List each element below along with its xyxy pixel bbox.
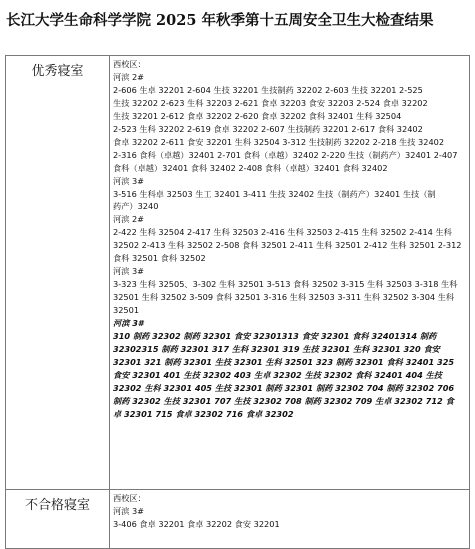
- dorm-list-line: 32302315 制药 32301 317 生科 32301 319 生技 32301 生科 32301 320 食安: [113, 343, 440, 354]
- dorm-list-line: 药产）3240: [113, 201, 159, 212]
- dorm-list-line: 西校区：: [113, 493, 146, 503]
- dorm-list-line: 32302 生科 32301 405 生技 32301 制药 32301 制药 32302 704 制药 32302 706: [113, 382, 455, 393]
- dorm-list-line: 3-406 食卓 32201 食卓 32202 食安 32201: [113, 518, 280, 529]
- dorm-list-line: 32501: [113, 305, 140, 316]
- excellent-dorms-label: 优秀寝室: [6, 56, 110, 490]
- dorm-list-line: 河滨 3#: [113, 505, 145, 516]
- excellent-dorms-list: [110, 56, 470, 490]
- dorm-list-line: 2-523 生科 32202 2-619 食卓 32202 2-607 生技制药 32201 2-617 食科 32402: [113, 123, 423, 134]
- excellent-dorms-row: [6, 56, 470, 490]
- inspection-results-table: [5, 55, 470, 549]
- dorm-list-line: 2-422 生科 32504 2-417 生科 32503 2-416 生科 32503 2-415 生科 32502 2-414 生科: [113, 227, 452, 238]
- dorm-list-line: 食安 32301 401 生技 32302 403 生卓 32302 生技 32302 食科 32401 404 生技: [113, 369, 442, 380]
- dorm-list-line: 3-323 生科 32505、3-302 生科 32501 3-513 食科 32502 3-315 生科 32503 3-318 生科: [113, 279, 458, 290]
- dorm-list-line: 32502 2-413 生科 32502 2-508 食科 32501 2-411 生科 32501 2-412 生科 32501 2-312: [113, 240, 462, 251]
- dorm-list-line: 卓 32301 715 食卓 32302 716 食卓 32302: [113, 408, 294, 419]
- dorm-list-line: 河滨 3#: [113, 318, 144, 329]
- dorm-list-line: 310 制药 32302 制药 32301 食安 32301313 食安 32301 食科 32401314 制药: [113, 331, 437, 342]
- dorm-list-line: 生技 32201 2-612 食卓 32202 2-620 食卓 32202 食科 32401 生科 32504: [113, 110, 402, 121]
- dorm-list-line: 2-606 生卓 32201 2-604 生技 32201 生技制药 32202 2-603 生技 32201 2-525: [113, 84, 423, 95]
- dorm-list-line: 32301 321 制药 32301 生技 32301 生科 32501 323 制药 32301 食科 32401 325: [113, 356, 455, 367]
- dorm-list-line: 食科 32501 食科 32502: [113, 253, 206, 264]
- dorm-list-line: 食科（卓越）32401 食科 32402 2-408 食科（卓越）32401 食科 32402: [113, 162, 388, 173]
- dorm-list-line: 3-516 生科卓 32503 生工 32401 3-411 生技 32402 生技（制药产）32401 生技（制: [113, 188, 436, 199]
- page-title: 长江大学生命科学学院 2025 年秋季第十五周安全卫生大检查结果: [6, 12, 434, 29]
- dorm-list-line: 河滨 3#: [113, 175, 145, 186]
- dorm-list-line: 制药 32302 生技 32301 707 生技 32302 708 制药 32302 709 生卓 32302 712 食: [113, 395, 454, 406]
- dorm-list-line: 32501 生科 32502 3-509 食科 32501 3-316 生科 32503 3-311 生科 32502 3-304 生科: [113, 292, 455, 303]
- dorm-list-line: 河滨 2#: [113, 71, 145, 82]
- dorm-list-line: 生技 32202 2-623 生科 32203 2-621 食卓 32203 食安 32203 2-524 食卓 32202: [113, 97, 428, 108]
- dorm-list-line: 2-316 食科（卓越）32401 2-701 食科（卓越）32402 2-220 生技（制药产）32401 2-407: [113, 149, 458, 160]
- failed-dorms-list: [110, 490, 470, 549]
- failed-dorms-row: [6, 490, 470, 549]
- failed-dorms-label: 不合格寝室: [6, 490, 110, 549]
- dorm-list-line: 河滨 3#: [113, 266, 145, 277]
- dorm-list-line: 河滨 2#: [113, 214, 145, 225]
- dorm-list-line: 西校区：: [113, 59, 146, 69]
- dorm-list-line: 食卓 32202 2-611 食安 32201 生科 32504 3-312 生技制药 32202 2-218 生技 32402: [113, 136, 445, 147]
